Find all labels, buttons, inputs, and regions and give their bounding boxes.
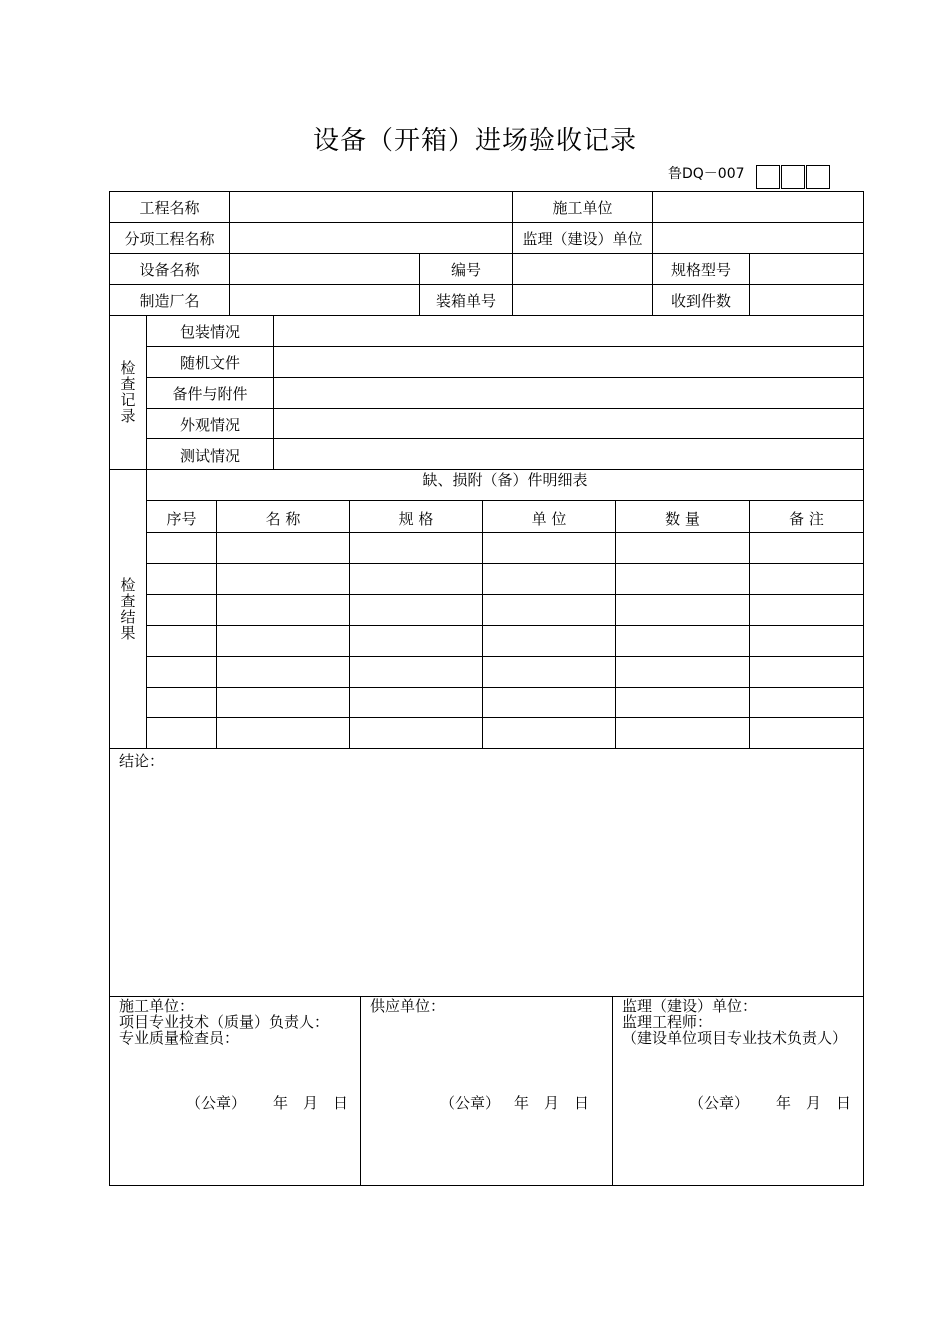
supplier-signature-block: 供应单位：: [370, 997, 446, 1015]
label-manufacturer: 制造厂名: [139, 292, 200, 310]
code-box-1: [756, 165, 780, 189]
construction-signature-block: 施工单位： 项目专业技术（质量）负责人： 专业质量检查员：: [119, 997, 330, 1047]
label-spec-model: 规格型号: [670, 261, 731, 279]
label-supervision-unit: 监理（建设）单位: [522, 230, 643, 248]
column-header-spec: 规 格: [398, 510, 434, 528]
supervision-signature-block: 监理（建设）单位： 监理工程师： （建设单位项目专业技术负责人）: [622, 997, 848, 1047]
record-item-appearance: 外观情况: [179, 416, 240, 434]
construction-seal: （公章）: [186, 1094, 247, 1112]
code-box-3: [806, 165, 830, 189]
supplier-seal: （公章）: [440, 1094, 501, 1112]
page-title: 设备（开箱）进场验收记录: [312, 126, 637, 156]
column-header-unit: 单 位: [531, 510, 567, 528]
record-item-documents: 随机文件: [179, 354, 240, 372]
missing-parts-table-title: 缺、损附（备）件明细表: [422, 471, 588, 489]
label-sub-project-name: 分项工程名称: [124, 230, 215, 248]
column-header-no: 序号: [166, 510, 197, 528]
inspection-record-label: 检 查 记 录: [120, 359, 136, 425]
record-item-packaging: 包装情况: [179, 323, 240, 341]
conclusion-label: 结论：: [119, 752, 165, 770]
label-packing-no: 装箱单号: [435, 292, 496, 310]
label-equipment-name: 设备名称: [139, 261, 200, 279]
supervision-seal: （公章）: [689, 1094, 750, 1112]
supervision-date: 年 月 日: [776, 1094, 852, 1112]
column-header-remarks: 备 注: [789, 510, 824, 528]
inspection-result-label: 检 查 结 果: [120, 576, 136, 642]
record-item-testing: 测试情况: [179, 447, 240, 465]
label-project-name: 工程名称: [139, 199, 200, 217]
construction-date: 年 月 日: [273, 1094, 349, 1112]
code-box-2: [781, 165, 805, 189]
form-code: 鲁DQ－007: [668, 166, 745, 182]
column-header-quantity: 数 量: [665, 510, 700, 528]
supplier-date: 年 月 日: [514, 1094, 590, 1112]
label-received-count: 收到件数: [670, 292, 731, 310]
column-header-name: 名 称: [265, 510, 301, 528]
label-construction-unit: 施工单位: [552, 199, 613, 217]
label-serial-no: 编号: [450, 261, 481, 279]
record-item-spare-parts: 备件与附件: [172, 385, 248, 403]
